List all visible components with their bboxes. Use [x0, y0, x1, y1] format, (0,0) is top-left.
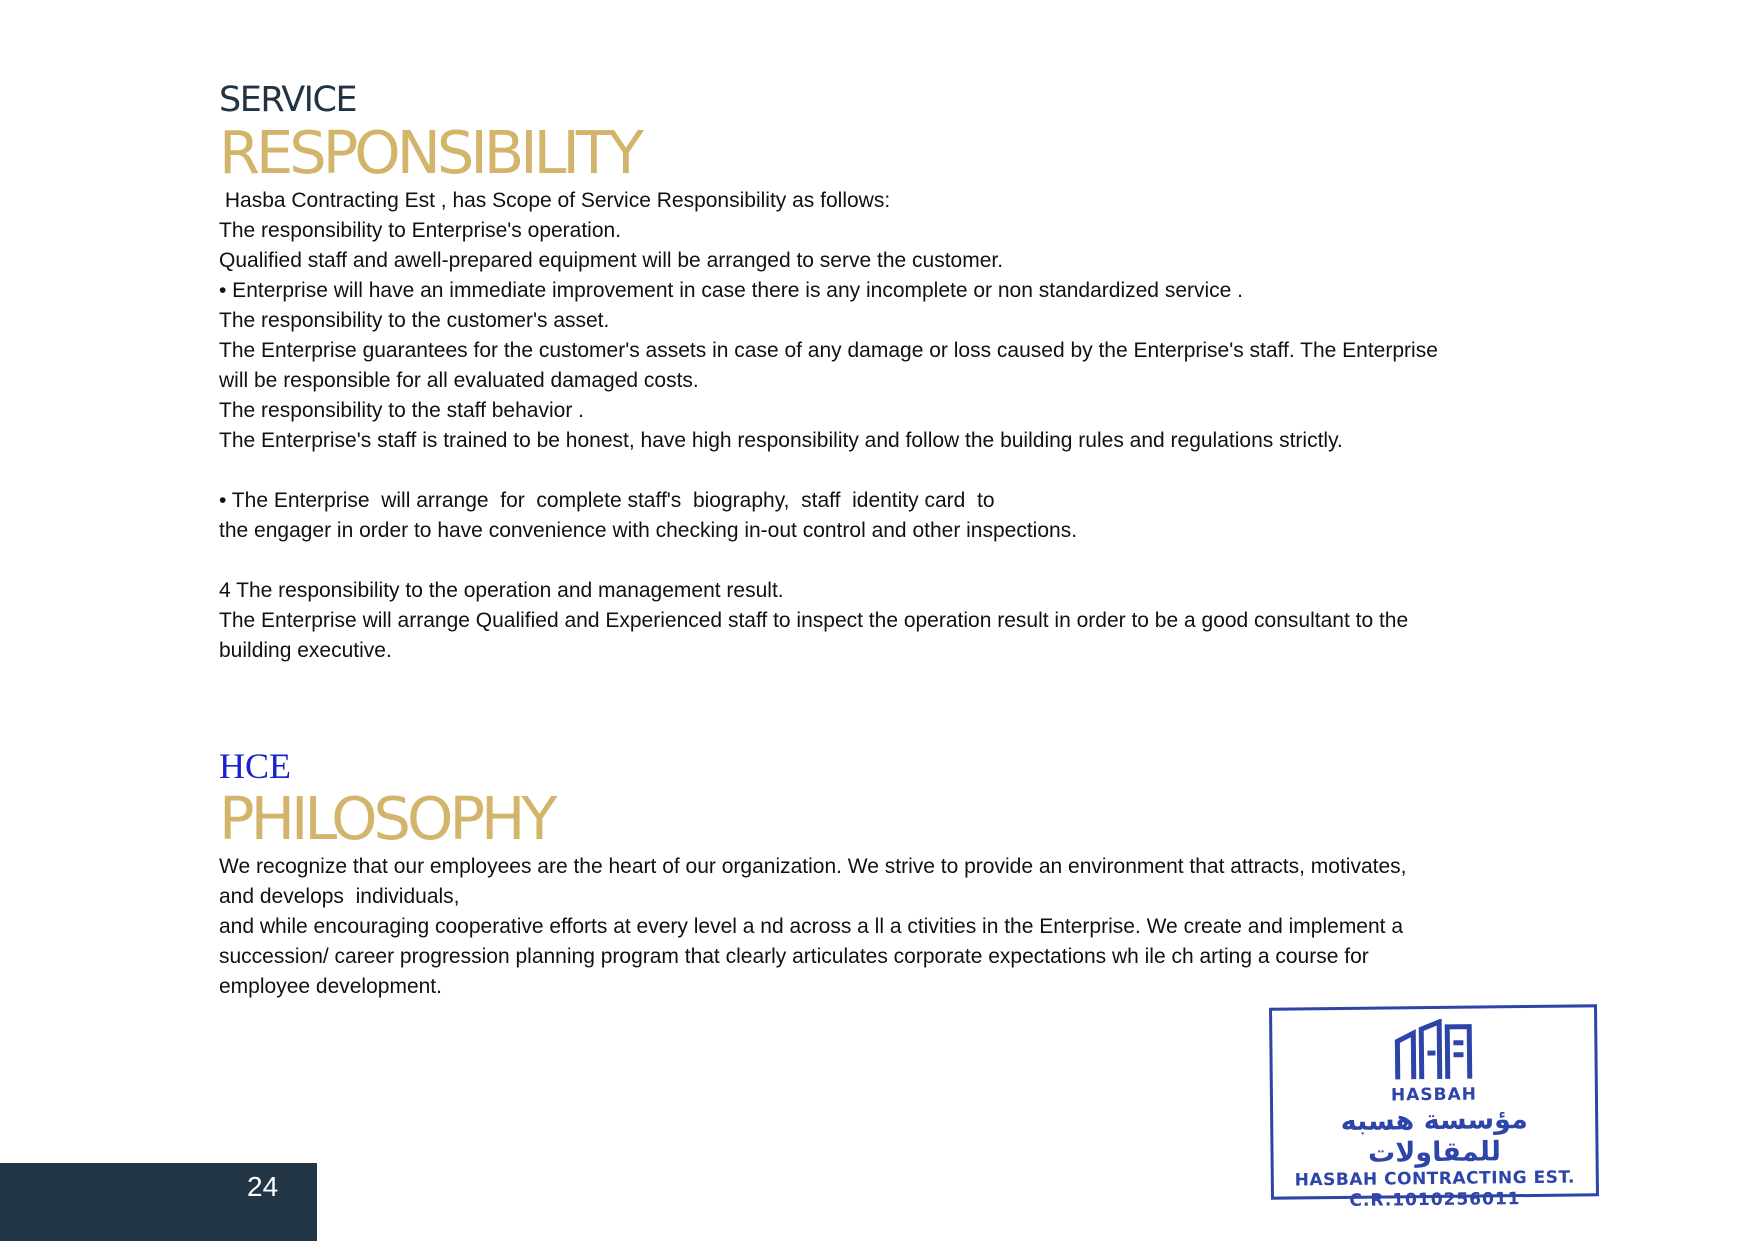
paragraph-line: succession/ career progression planning program that clearly articulates corporate expectations wh ile ch arting a course for [219, 945, 1369, 968]
paragraph-line: The Enterprise guarantees for the customer's assets in case of any damage or loss caused by the Enterprise's staff. The Enterprise [219, 339, 1438, 362]
stamp-arabic-name: مؤسسة هسبه للمقاولات [1340, 1104, 1528, 1169]
paragraph-line: • The Enterprise will arrange for complete staff's biography, staff identity card to [219, 489, 995, 512]
stamp-english-name: HASBAH CONTRACTING EST. [1294, 1167, 1576, 1191]
paragraph-line: and develops individuals, [219, 885, 460, 908]
paragraph-line: building executive. [219, 639, 392, 662]
paragraph-line: Qualified staff and awell-prepared equipment will be arranged to serve the customer. [219, 249, 1004, 272]
stamp-cr-number: C.R.1010256011 [1349, 1189, 1521, 1211]
responsibility-heading: RESPONSIBILITY [219, 118, 640, 187]
paragraph-line: employee development. [219, 975, 442, 998]
paragraph-line: The responsibility to the customer's asset. [219, 309, 610, 332]
hce-kicker: HCE [219, 746, 291, 786]
building-logo-icon [1272, 1017, 1595, 1086]
paragraph-spacer [219, 456, 1559, 486]
philosophy-heading: PHILOSOPHY [219, 784, 554, 853]
service-kicker: SERVICE [219, 80, 357, 120]
paragraph-line: • Enterprise will have an immediate improvement in case there is any incomplete or non standardized service . [219, 279, 1244, 302]
paragraph-line: the engager in order to have convenience with checking in-out control and other inspections. [219, 519, 1078, 542]
hce-philosophy-section [219, 746, 1559, 1002]
paragraph-line: The Enterprise's staff is trained to be honest, have high responsibility and follow the building rules and regulations strictly. [219, 429, 1343, 452]
paragraph-line: 4 The responsibility to the operation and management result. [219, 579, 784, 602]
paragraph-line: The Enterprise will arrange Qualified and Experienced staff to inspect the operation result in order to be a good consultant to the [219, 609, 1409, 632]
paragraph-line: Hasba Contracting Est , has Scope of Service Responsibility as follows: [219, 189, 891, 212]
paragraph-line: will be responsible for all evaluated damaged costs. [219, 369, 699, 392]
paragraph-line: We recognize that our employees are the heart of our organization. We strive to provide an environment that attracts, motivates, [219, 855, 1407, 878]
service-responsibility-section [219, 80, 1559, 666]
stamp-brand: HASBAH [1390, 1084, 1478, 1106]
page-number: 24 [247, 1171, 279, 1202]
company-stamp [1269, 1004, 1599, 1211]
paragraph-spacer [219, 546, 1559, 576]
paragraph-line: The responsibility to Enterprise's operation. [219, 219, 622, 242]
paragraph-line: and while encouraging cooperative efforts at every level a nd across a ll a ctivities in the Enterprise. We create and implement a [219, 915, 1404, 938]
paragraph-line: The responsibility to the staff behavior . [219, 399, 584, 422]
